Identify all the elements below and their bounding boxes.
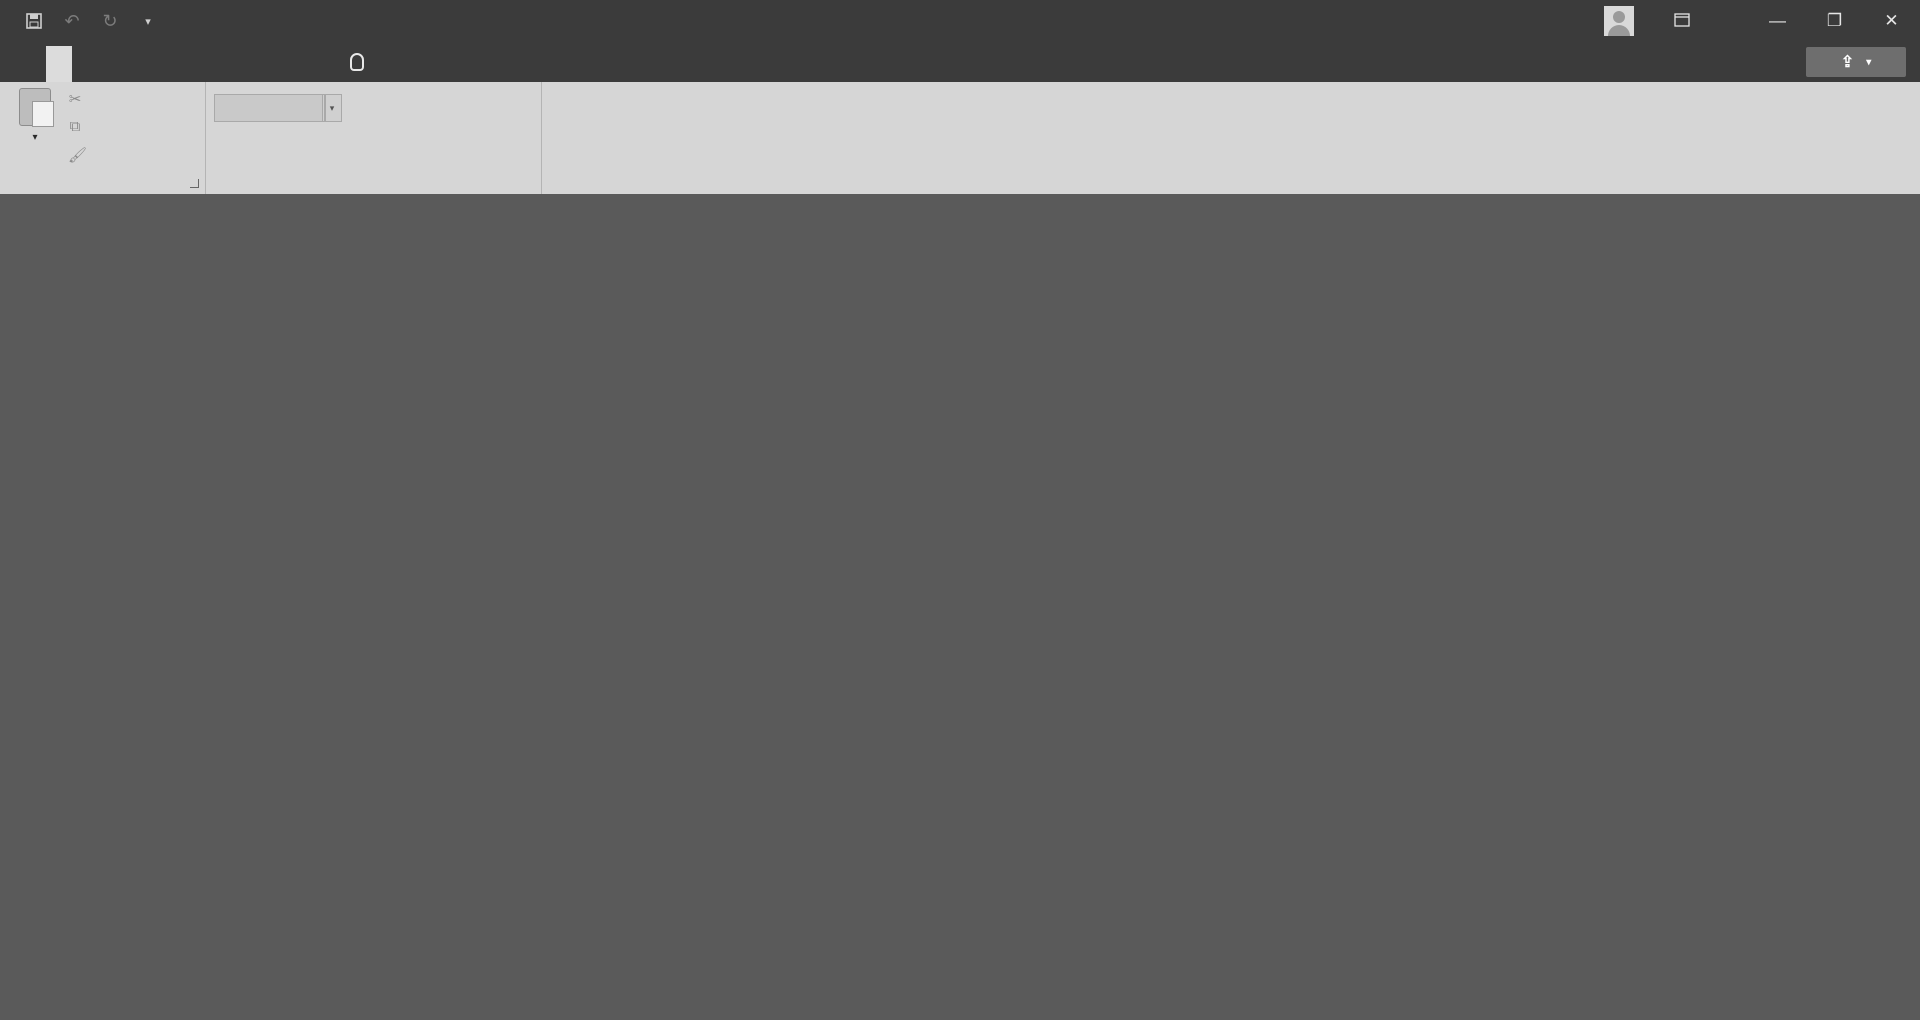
window-controls (1749, 0, 1920, 42)
tell-me-search[interactable] (332, 53, 374, 71)
chevron-down-icon[interactable]: ▾ (322, 94, 342, 122)
paintbrush-icon: 🖌 (68, 147, 88, 164)
title-bar (0, 0, 1920, 42)
share-button[interactable] (1806, 47, 1906, 77)
avatar[interactable] (1604, 6, 1634, 36)
redo-icon[interactable]: ↻ (102, 10, 118, 31)
tab-design[interactable] (98, 42, 124, 82)
tab-references[interactable] (150, 42, 176, 82)
ribbon-display-icon[interactable] (1674, 13, 1690, 30)
copy-button[interactable] (68, 118, 88, 135)
tab-file[interactable] (10, 42, 36, 82)
tab-help[interactable] (254, 42, 280, 82)
tab-layout[interactable] (124, 42, 150, 82)
cut-button[interactable] (68, 90, 88, 108)
ribbon (0, 82, 1920, 194)
font-group (206, 82, 542, 194)
tab-insert[interactable] (72, 42, 98, 82)
chevron-down-icon: ▾ (1866, 56, 1872, 68)
paste-button[interactable] (10, 88, 60, 168)
tab-acrobat[interactable] (280, 42, 306, 82)
ribbon-tabs (0, 42, 1920, 82)
clipboard-group (0, 82, 206, 194)
tab-view[interactable] (228, 42, 254, 82)
scissors-icon: ✂ (68, 91, 82, 108)
tab-foxit[interactable] (306, 42, 332, 82)
font-name-box[interactable] (214, 94, 326, 122)
lightbulb-icon (350, 53, 364, 71)
tab-review[interactable] (202, 42, 228, 82)
minimize-icon[interactable]: — (1769, 11, 1786, 30)
undo-icon[interactable]: ↶ (64, 10, 80, 31)
tab-mailings[interactable] (176, 42, 202, 82)
format-painter-button[interactable] (68, 146, 88, 164)
tab-home[interactable] (46, 46, 72, 82)
copy-icon: ⧉ (69, 118, 81, 135)
save-icon[interactable] (18, 5, 50, 37)
account-area[interactable] (1592, 0, 1690, 42)
close-icon[interactable]: ✕ (1884, 11, 1899, 30)
chevron-down-icon: ▾ (32, 132, 38, 143)
quick-access-toolbar (0, 0, 164, 42)
clipboard-launcher-icon[interactable] (190, 179, 199, 188)
customize-qat-icon[interactable]: ▾ (145, 15, 151, 28)
clipboard-icon (19, 88, 51, 126)
restore-icon[interactable]: ❐ (1826, 11, 1843, 30)
share-icon: ⇪ (1840, 54, 1855, 71)
